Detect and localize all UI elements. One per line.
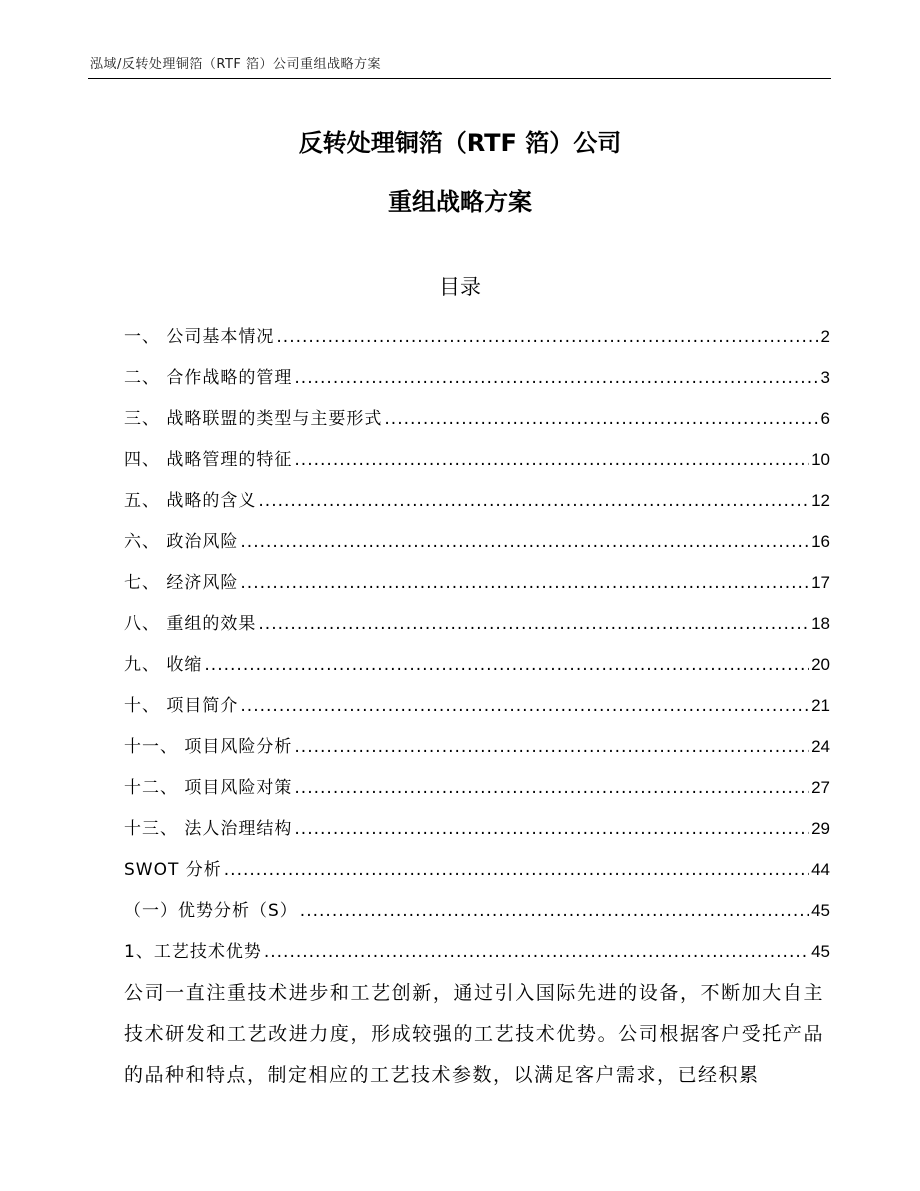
toc-entry-label: 四、 战略管理的特征	[124, 450, 293, 470]
toc-entry-label: 八、 重组的效果	[124, 614, 257, 634]
toc-entry[interactable]	[124, 689, 830, 730]
toc-heading: 目录	[439, 275, 481, 299]
running-header: 泓域/反转处理铜箔（RTF 箔）公司重组战略方案	[90, 57, 382, 72]
toc-dot-leader	[204, 648, 809, 682]
toc-entry-page: 18	[811, 614, 830, 633]
toc-dot-leader	[258, 484, 809, 518]
toc-entry-page: 29	[811, 819, 830, 838]
toc-dot-leader	[300, 894, 809, 928]
toc-entry-label: 五、 战略的含义	[124, 491, 257, 511]
toc-entry[interactable]	[124, 607, 830, 648]
toc-dot-leader	[294, 443, 809, 477]
toc-dot-leader	[294, 771, 809, 805]
toc-entry-label: 十一、 项目风险分析	[124, 737, 293, 757]
document-title-line-2: 重组战略方案	[388, 188, 532, 216]
toc-dot-leader	[384, 402, 818, 436]
toc-entry-label: 三、 战略联盟的类型与主要形式	[124, 409, 383, 429]
document-title-line-1: 反转处理铜箔（RTF 箔）公司	[298, 129, 622, 157]
table-of-contents	[124, 320, 830, 976]
toc-entry-page: 24	[811, 737, 830, 756]
toc-entry-page: 3	[820, 368, 830, 387]
toc-entry-label: 一、 公司基本情况	[124, 327, 275, 347]
toc-entry-label: 十二、 项目风险对策	[124, 778, 293, 798]
toc-entry-page: 6	[820, 409, 830, 428]
toc-entry-page: 44	[811, 860, 830, 879]
toc-entry[interactable]	[124, 730, 830, 771]
toc-entry-page: 16	[811, 532, 830, 551]
toc-entry-label: 十三、 法人治理结构	[124, 819, 293, 839]
toc-entry-label: 十、 项目简介	[124, 696, 239, 716]
toc-entry-label: 二、 合作战略的管理	[124, 368, 293, 388]
toc-entry-page: 20	[811, 655, 830, 674]
toc-entry-page: 45	[811, 942, 830, 961]
toc-entry[interactable]	[124, 443, 830, 484]
toc-entry-page: 27	[811, 778, 830, 797]
toc-dot-leader	[264, 935, 809, 969]
toc-dot-leader	[240, 525, 809, 559]
toc-dot-leader	[294, 730, 809, 764]
toc-entry[interactable]	[124, 771, 830, 812]
toc-dot-leader	[224, 853, 809, 887]
toc-entry-label: （一）优势分析（S）	[124, 901, 298, 921]
toc-entry[interactable]	[124, 525, 830, 566]
toc-dot-leader	[294, 812, 809, 846]
toc-entry[interactable]	[124, 853, 830, 894]
toc-entry-label: 六、 政治风险	[124, 532, 239, 552]
toc-entry[interactable]	[124, 894, 830, 935]
header-divider	[88, 78, 831, 79]
toc-entry[interactable]	[124, 402, 830, 443]
toc-dot-leader	[240, 689, 809, 723]
toc-entry-label: 七、 经济风险	[124, 573, 239, 593]
toc-entry-page: 10	[811, 450, 830, 469]
toc-entry-page: 21	[811, 696, 830, 715]
toc-entry[interactable]	[124, 566, 830, 607]
toc-entry[interactable]	[124, 648, 830, 689]
toc-entry-page: 12	[811, 491, 830, 510]
toc-entry[interactable]	[124, 361, 830, 402]
toc-entry-page: 17	[811, 573, 830, 592]
toc-entry-page: 45	[811, 901, 830, 920]
toc-dot-leader	[276, 320, 818, 354]
toc-entry[interactable]	[124, 935, 830, 976]
toc-entry[interactable]	[124, 320, 830, 361]
toc-entry-label: 1、工艺技术优势	[124, 942, 262, 962]
toc-entry-label: 九、 收缩	[124, 655, 203, 675]
toc-dot-leader	[258, 607, 809, 641]
toc-dot-leader	[294, 361, 818, 395]
toc-entry[interactable]	[124, 812, 830, 853]
toc-entry-label: SWOT 分析	[124, 860, 222, 880]
toc-dot-leader	[240, 566, 809, 600]
toc-entry[interactable]	[124, 484, 830, 525]
body-paragraph: 公司一直注重技术进步和工艺创新，通过引入国际先进的设备，不断加大自主技术研发和工艺改进力度，形成较强的工艺技术优势。公司根据客户受托产品的品种和特点，制定相应的工艺技术参数，以满足客户需求，已经积累	[124, 982, 824, 1086]
toc-entry-page: 2	[820, 327, 830, 346]
